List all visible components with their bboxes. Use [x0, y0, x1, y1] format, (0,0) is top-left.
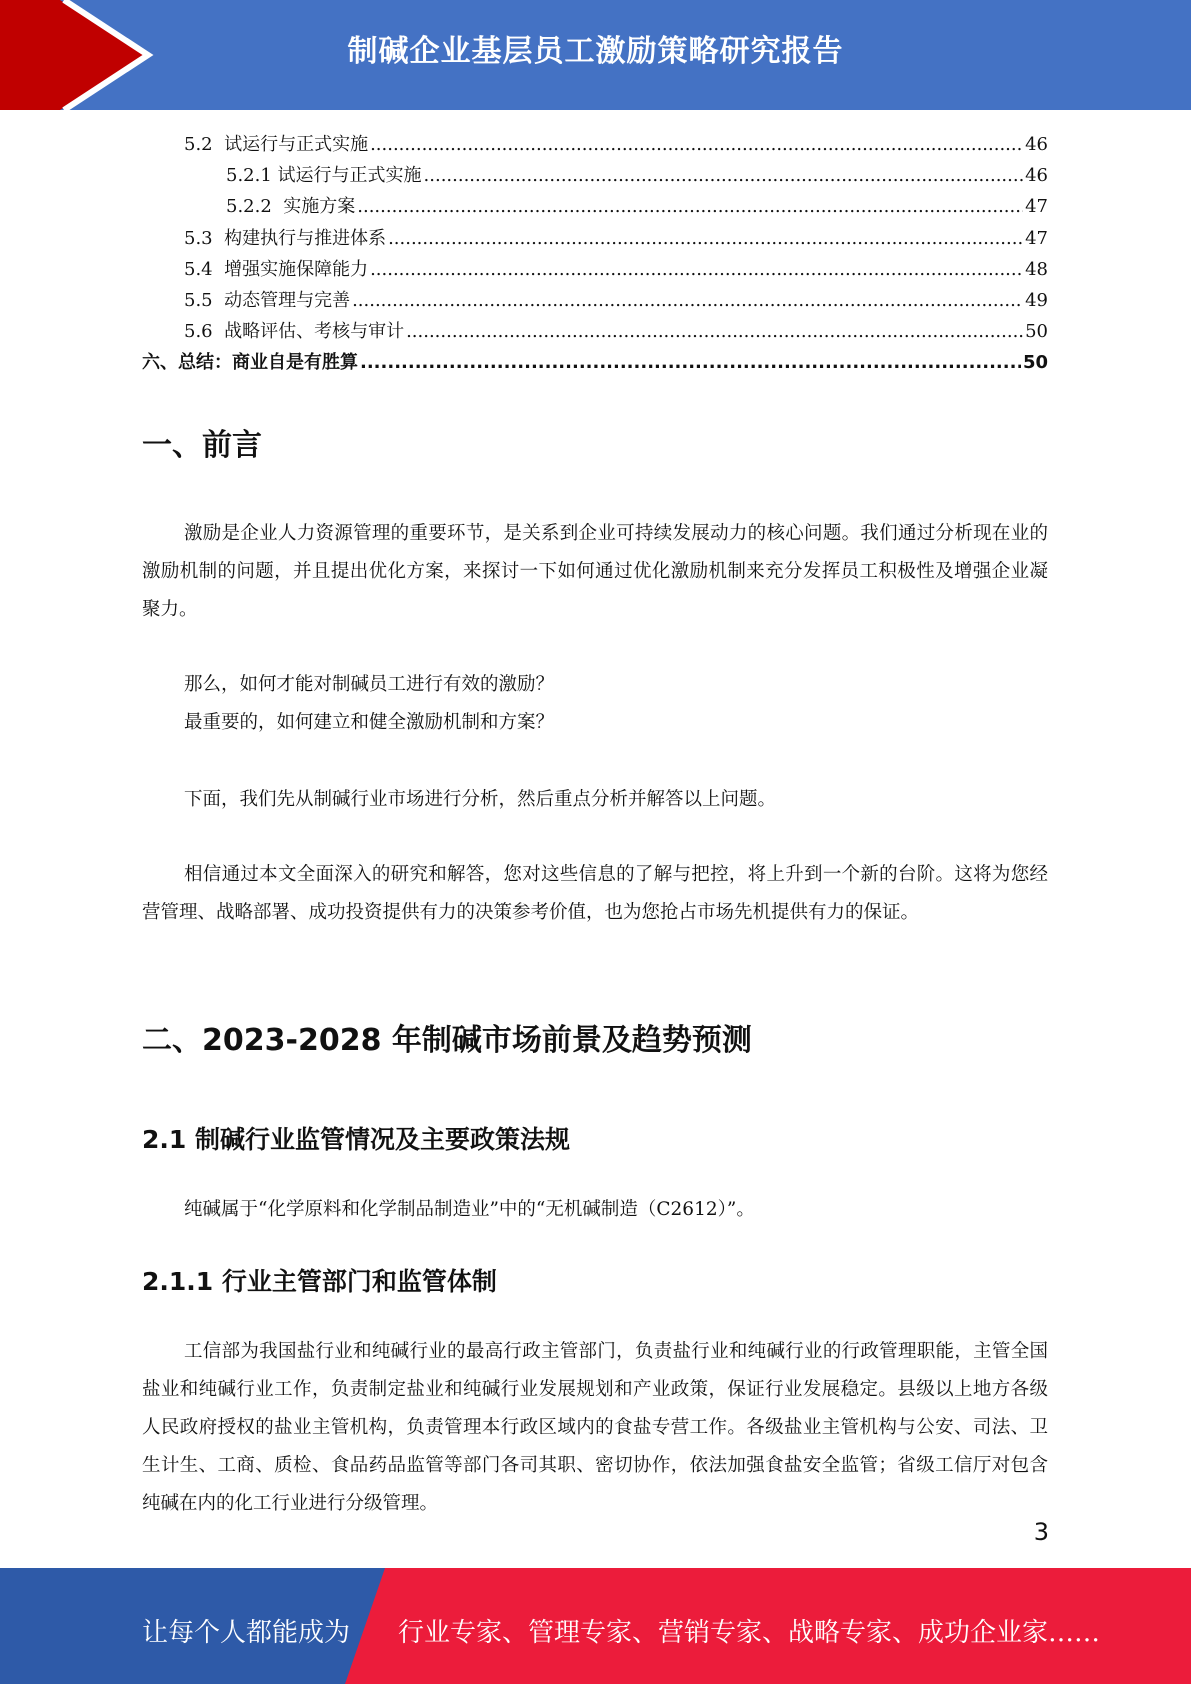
toc-entry-page: 50 — [1022, 352, 1048, 374]
toc-leader-dots — [388, 223, 1023, 254]
header-title: 制碱企业基层员工激励策略研究报告 — [347, 34, 844, 69]
toc-entry[interactable] — [142, 191, 1048, 222]
page-number: 3 — [1033, 1518, 1049, 1546]
toc-leader-dots — [370, 129, 1023, 160]
section-2-1-heading: 2.1 制碱行业监管情况及主要政策法规 — [142, 1125, 570, 1154]
toc-entry-label: 5.4 增强实施保障能力 — [184, 258, 369, 280]
toc-entry[interactable] — [142, 160, 1048, 191]
toc-entry-page: 46 — [1025, 165, 1048, 187]
toc-entry-label: 5.6 战略评估、考核与审计 — [184, 321, 405, 343]
preface-paragraph-1: 激励是企业人力资源管理的重要环节，是关系到企业可持续发展动力的核心问题。我们通过分析现在业的激励机制的问题，并且提出优化方案，来探讨一下如何通过优化激励机制来充分发挥员工积极性及增强企业凝聚力。 — [142, 523, 1048, 620]
toc-entry[interactable] — [142, 285, 1048, 316]
toc-leader-dots — [406, 316, 1023, 347]
preface-question-1: 那么，如何才能对制碱员工进行有效的激励？ — [184, 674, 555, 695]
page-footer — [0, 1568, 1191, 1684]
preface-paragraph-2: 下面，我们先从制碱行业市场进行分析，然后重点分析并解答以上问题。 — [184, 789, 777, 810]
toc-entry-page: 49 — [1025, 289, 1048, 311]
toc-entry-label: 六、总结：商业自是有胜算 — [142, 352, 358, 374]
toc-entry-label: 5.5 动态管理与完善 — [184, 289, 351, 311]
toc-entry-label: 5.2.2 实施方案 — [226, 196, 356, 218]
footer-slogan-right: 行业专家、管理专家、营销专家、战略专家、成功企业家…… — [398, 1618, 1101, 1648]
market-heading: 二、2023-2028 年制碱市场前景及趋势预测 — [142, 1023, 752, 1058]
preface-paragraph-3: 相信通过本文全面深入的研究和解答，您对这些信息的了解与把控，将上升到一个新的台阶。这将为您经营管理、战略部署、成功投资提供有力的决策参考价值，也为您抢占市场先机提供有力的保证。 — [142, 864, 1048, 923]
toc-leader-dots — [352, 285, 1023, 316]
toc-entry-page: 47 — [1025, 227, 1048, 249]
toc-leader-dots — [370, 254, 1023, 285]
section-2-1-1-heading: 2.1.1 行业主管部门和监管体制 — [142, 1267, 497, 1296]
toc-entry-label: 5.2 试运行与正式实施 — [184, 134, 369, 155]
table-of-contents — [142, 129, 1048, 379]
page-header — [0, 0, 1191, 110]
toc-entry-page: 47 — [1025, 196, 1048, 218]
toc-entry[interactable] — [142, 316, 1048, 347]
toc-entry-label: 5.3 构建执行与推进体系 — [184, 227, 387, 249]
toc-entry[interactable] — [142, 347, 1048, 378]
toc-leader-dots — [360, 347, 1021, 378]
toc-entry-page: 50 — [1025, 321, 1048, 343]
preface-question-2: 最重要的，如何建立和健全激励机制和方案？ — [184, 712, 555, 733]
section-2-1-paragraph: 纯碱属于“化学原料和化学制品制造业”中的“无机碱制造（C2612）”。 — [184, 1199, 755, 1220]
toc-entry-page: 46 — [1025, 134, 1048, 155]
toc-entry[interactable] — [142, 223, 1048, 254]
toc-entry-page: 48 — [1025, 258, 1048, 280]
toc-leader-dots — [357, 191, 1023, 222]
toc-entry[interactable] — [142, 129, 1048, 160]
toc-leader-dots — [424, 160, 1024, 191]
footer-slogan-left: 让每个人都能成为 — [142, 1618, 351, 1648]
toc-entry-label: 5.2.1 试运行与正式实施 — [226, 165, 422, 187]
toc-entry[interactable] — [142, 254, 1048, 285]
preface-heading: 一、前言 — [142, 428, 262, 463]
section-2-1-1-paragraph: 工信部为我国盐行业和纯碱行业的最高行政主管部门，负责盐行业和纯碱行业的行政管理职能，主管全国盐业和纯碱行业工作，负责制定盐业和纯碱行业发展规划和产业政策，保证行业发展稳定。县级以上地方各级人民政府授权的盐业主管机构，负责管理本行政区域内的食盐专营工作。各级盐业主管机构与公安、司法、卫生计生、工商、质检、食品药品监管等部门各司其职、密切协作，依法加强食盐安全监管；省级工信厅对包含纯碱在内的化工行业进行分级管理。 — [142, 1341, 1048, 1514]
